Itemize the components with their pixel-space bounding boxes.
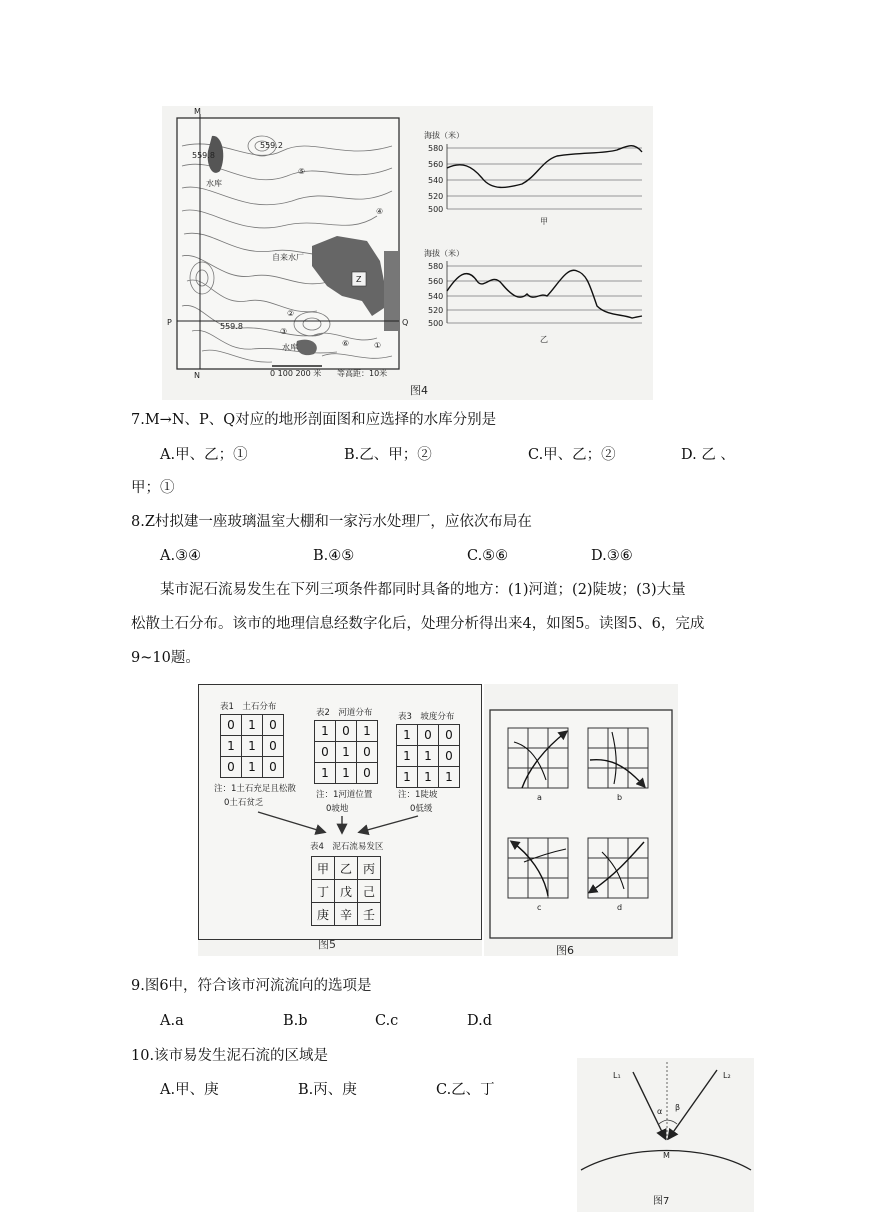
q7-option-a[interactable]: A.甲、乙；① xyxy=(160,447,248,463)
passage-line-1: 某市泥石流易发生在下列三项条件都同时具备的地方：(1)河道；(2)陡坡；(3)大量 xyxy=(160,582,686,598)
table4-cell-ren: 壬 xyxy=(358,903,381,926)
angle-beta-arc xyxy=(667,1120,677,1124)
passage-line-2: 松散土石分布。该市的地理信息经数字化后，处理分析得出来4，如图5。读图5、6，完成 xyxy=(131,616,705,632)
table4-cell-xin: 辛 xyxy=(335,903,358,926)
q7-stem: 7.M→N、P、Q对应的地形剖面图和应选择的水库分别是 xyxy=(131,412,497,428)
label-l2: L₂ xyxy=(723,1071,731,1080)
table-cell: 0 xyxy=(439,725,460,746)
label-p: P xyxy=(167,318,172,327)
profile-jia xyxy=(424,130,642,226)
table-cell: 1 xyxy=(357,721,378,742)
table-cell: 1 xyxy=(221,736,242,757)
q8-option-c[interactable]: C.⑤⑥ xyxy=(467,548,509,564)
label-elev-1: 559.2 xyxy=(260,141,283,150)
profile-jia-curve xyxy=(447,146,642,188)
figure-7-graphic xyxy=(577,1058,754,1212)
table1-note-1: 注：1土石充足且松散 xyxy=(214,784,296,794)
q8-option-b[interactable]: B.④⑤ xyxy=(313,548,355,564)
table4-cell-ding: 丁 xyxy=(312,880,335,903)
table4-cell-jia: 甲 xyxy=(312,857,335,880)
profile-jia-ylabel: 海拔（米） xyxy=(424,131,464,140)
table-cell: 1 xyxy=(336,742,357,763)
label-m: M xyxy=(194,107,201,116)
table-cell: 0 xyxy=(221,757,242,778)
profile-jia-tick-500: 500 xyxy=(428,205,444,214)
contour-interval: 等高距：10米 xyxy=(337,369,388,378)
table4-cell-yi: 乙 xyxy=(335,857,358,880)
table-cell: 1 xyxy=(336,763,357,784)
q9-option-b[interactable]: B.b xyxy=(283,1013,308,1029)
angle-alpha-arc xyxy=(659,1120,667,1124)
label-water-plant: 自来水厂 xyxy=(272,253,304,262)
profile-yi-name: 乙 xyxy=(540,335,548,344)
figure6-label-b: b xyxy=(617,793,623,802)
table-cell: 0 xyxy=(221,715,242,736)
table-cell: 1 xyxy=(242,757,263,778)
q7-option-d-continued: 甲；① xyxy=(131,480,175,496)
table4-title: 表4 泥石流易发区 xyxy=(310,842,384,852)
table-cell: 0 xyxy=(357,763,378,784)
figure-6-caption: 图6 xyxy=(556,944,574,956)
profile-yi-tick-520: 520 xyxy=(428,306,444,315)
q7-option-c[interactable]: C.甲、乙；② xyxy=(528,447,616,463)
table-cell: 0 xyxy=(263,757,284,778)
label-n: N xyxy=(194,371,200,380)
figure-4-caption: 图4 xyxy=(410,384,428,397)
table3-note-2: 0低缓 xyxy=(410,804,433,814)
label-site-3: ③ xyxy=(280,327,288,336)
passage-line-3: 9~10题。 xyxy=(131,650,200,666)
q7-option-d[interactable]: D. 乙 、 xyxy=(681,447,735,463)
profile-yi-ylabel: 海拔（米） xyxy=(424,249,464,258)
table-cell: 0 xyxy=(263,715,284,736)
table4-cell-wu: 戊 xyxy=(335,880,358,903)
table-cell: 1 xyxy=(418,746,439,767)
table-cell: 0 xyxy=(336,721,357,742)
village-z-east-block xyxy=(384,251,399,331)
q10-option-c[interactable]: C.乙、丁 xyxy=(436,1082,495,1098)
table2-note-1: 注：1河道位置 xyxy=(316,790,373,800)
table1-note-2: 0土石贫乏 xyxy=(224,798,264,808)
figure6-label-c: c xyxy=(537,903,542,912)
table-cell: 1 xyxy=(397,767,418,788)
label-site-5: ⑤ xyxy=(298,167,306,176)
profile-yi-tick-500: 500 xyxy=(428,319,444,328)
label-elev-2: 559.8 xyxy=(192,151,215,160)
table4-grid xyxy=(311,856,381,926)
table-cell: 0 xyxy=(439,746,460,767)
profile-jia-tick-560: 560 xyxy=(428,160,444,169)
table3-note-1: 注：1陡坡 xyxy=(398,790,438,800)
table-cell: 0 xyxy=(263,736,284,757)
q8-option-a[interactable]: A.③④ xyxy=(160,548,202,564)
table3-title: 表3 坡度分布 xyxy=(398,712,455,722)
profile-yi-tick-580: 580 xyxy=(428,262,444,271)
label-site-1: ① xyxy=(374,341,382,350)
q10-stem: 10.该市易发生泥石流的区域是 xyxy=(131,1048,329,1064)
table4-cell-ji: 己 xyxy=(358,880,381,903)
q8-stem: 8.Z村拟建一座玻璃温室大棚和一家污水处理厂，应依次布局在 xyxy=(131,514,532,530)
table-cell: 1 xyxy=(315,721,336,742)
table1-title: 表1 土石分布 xyxy=(220,702,277,712)
table2-note-2: 0坡地 xyxy=(326,804,349,814)
q10-option-a[interactable]: A.甲、庚 xyxy=(160,1082,219,1098)
q7-option-b[interactable]: B.乙、甲；② xyxy=(344,447,432,463)
label-l1: L₁ xyxy=(613,1071,621,1080)
figure-6-graphic xyxy=(484,684,678,956)
label-m: M xyxy=(663,1151,670,1160)
profile-yi xyxy=(424,248,642,344)
table-cell: 1 xyxy=(397,725,418,746)
q9-option-d[interactable]: D.d xyxy=(467,1013,492,1029)
profile-yi-tick-540: 540 xyxy=(428,292,444,301)
q9-stem: 9.图6中，符合该市河流流向的选项是 xyxy=(131,978,372,994)
profile-jia-tick-540: 540 xyxy=(428,176,444,185)
label-alpha: α xyxy=(657,1107,663,1116)
label-reservoir-2: 水库 xyxy=(282,343,298,352)
table-cell: 1 xyxy=(242,736,263,757)
table-cell: 1 xyxy=(315,763,336,784)
label-beta: β xyxy=(675,1103,681,1112)
q8-option-d[interactable]: D.③⑥ xyxy=(591,548,633,564)
label-village-z: Z xyxy=(356,275,362,284)
label-reservoir-1: 水库 xyxy=(206,179,222,188)
q9-option-c[interactable]: C.c xyxy=(375,1013,399,1029)
figure-5 xyxy=(198,684,482,956)
table-cell: 1 xyxy=(418,767,439,788)
table-cell: 0 xyxy=(418,725,439,746)
figure-7 xyxy=(577,1058,754,1212)
profile-yi-curve xyxy=(447,270,642,318)
figure-4 xyxy=(162,106,653,400)
figure-5-caption: 图5 xyxy=(318,938,336,951)
figure6-label-a: a xyxy=(537,793,542,802)
ray-l1 xyxy=(633,1072,665,1138)
table-cell: 1 xyxy=(397,746,418,767)
table2-title: 表2 河道分布 xyxy=(316,708,373,718)
profile-jia-tick-580: 580 xyxy=(428,144,444,153)
profile-yi-tick-560: 560 xyxy=(428,277,444,286)
table-cell: 0 xyxy=(315,742,336,763)
q9-option-a[interactable]: A.a xyxy=(160,1013,184,1029)
profile-jia-name: 甲 xyxy=(540,217,548,226)
table-cell: 1 xyxy=(242,715,263,736)
label-q: Q xyxy=(402,318,409,327)
figure6-label-d: d xyxy=(617,903,623,912)
label-elev-3: 559.8 xyxy=(220,322,243,331)
table-cell: 1 xyxy=(439,767,460,788)
label-site-2: ② xyxy=(287,309,295,318)
figure-6 xyxy=(484,684,678,956)
profile-jia-tick-520: 520 xyxy=(428,192,444,201)
label-site-4: ④ xyxy=(376,207,384,216)
table4-cell-geng: 庚 xyxy=(312,903,335,926)
label-site-6: ⑥ xyxy=(342,339,350,348)
figure-7-caption: 图7 xyxy=(653,1196,670,1207)
table-cell: 0 xyxy=(357,742,378,763)
figure-4-graphic xyxy=(162,106,653,400)
table4-cell-bing: 丙 xyxy=(358,857,381,880)
q10-option-b[interactable]: B.丙、庚 xyxy=(298,1082,357,1098)
scale-label: 0 100 200 米 xyxy=(270,369,322,378)
